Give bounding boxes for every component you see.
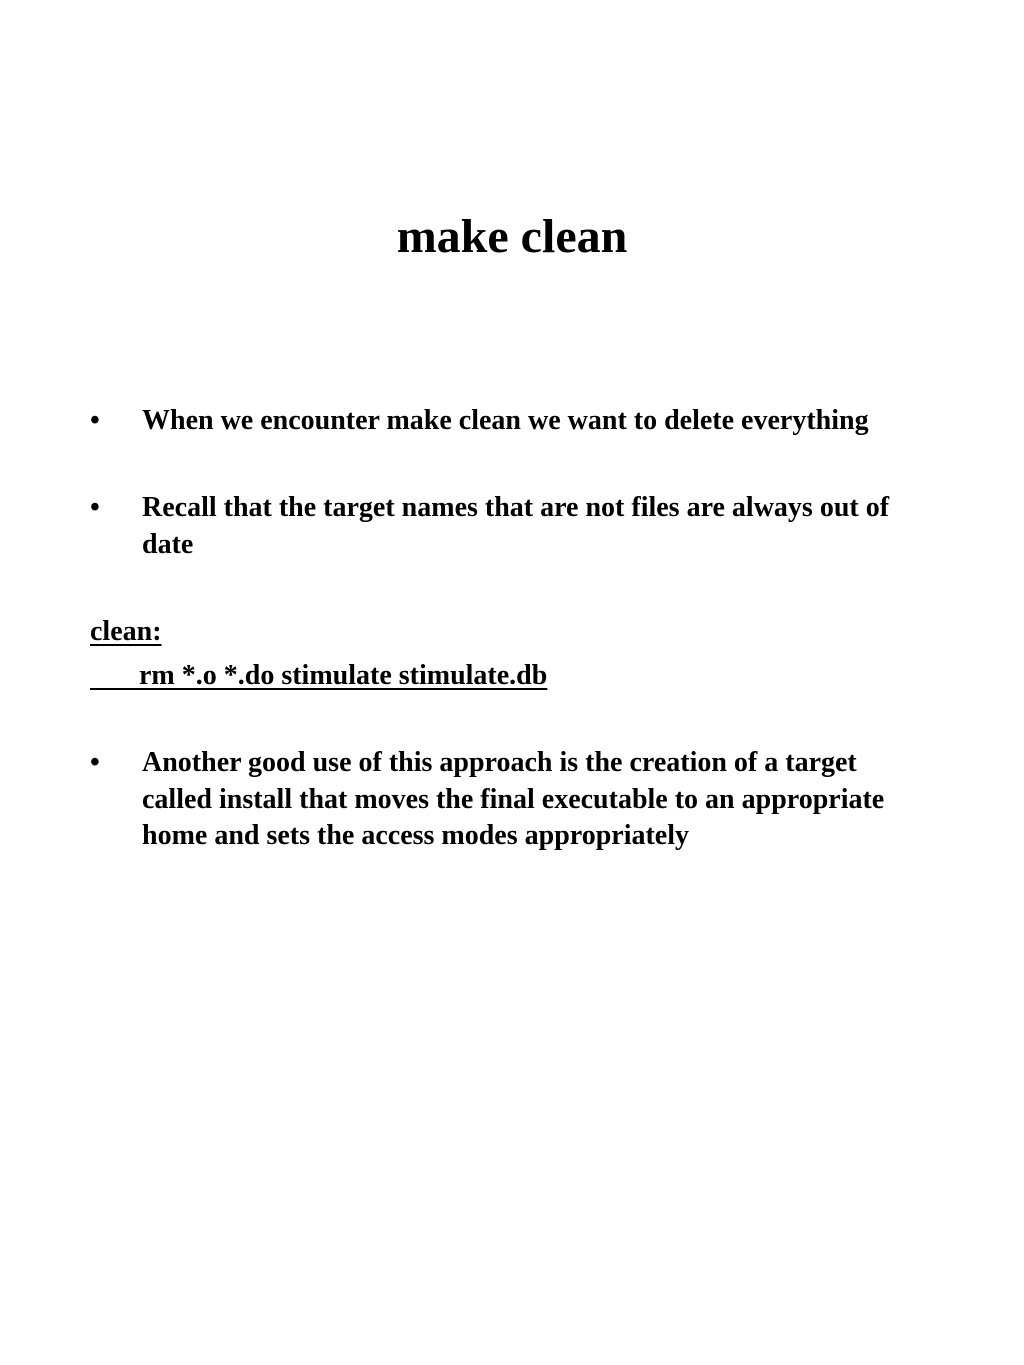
bullet-text: When we encounter make clean we want to delete everything: [142, 405, 869, 436]
bullet-marker: •: [90, 492, 100, 523]
bullet-marker: •: [90, 747, 100, 778]
slide-title: make clean: [396, 210, 628, 263]
code-indent: [90, 660, 139, 691]
code-target-label: clean:: [90, 616, 162, 647]
bullet-text: Another good use of this approach is the creation of a target called install that moves the final executable to an appropriate home and sets the access modes appropriately: [142, 747, 885, 851]
code-command-line: [90, 658, 547, 695]
bullet-text: Recall that the target names that are not files are always out of date: [142, 492, 890, 560]
bullet-marker: •: [90, 405, 100, 436]
code-command: rm *.o *.do stimulate stimulate.db: [139, 660, 548, 691]
